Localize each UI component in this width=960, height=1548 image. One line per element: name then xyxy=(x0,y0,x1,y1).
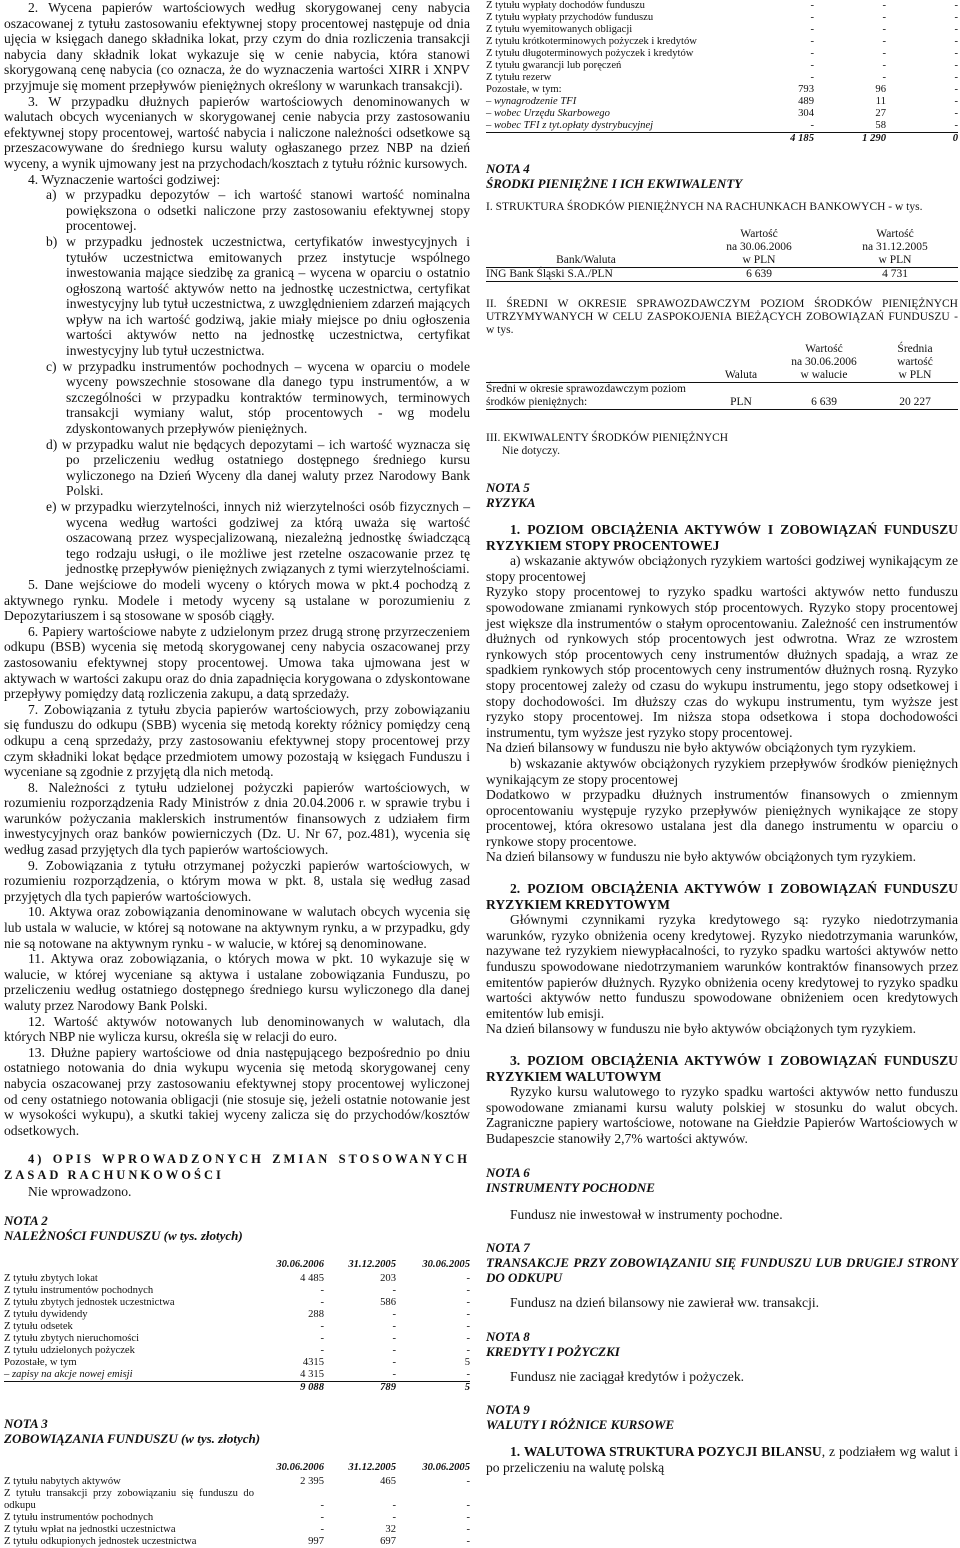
paragraph-4a: a) w przypadku depozytów – ich wartość stanowi wartość nominalna powiększona o odsetki naliczone przy zastosowaniu efektywnej stopy procentowej. xyxy=(46,187,470,234)
risk-3-body: Ryzyko kursu walutowego to ryzyko spadku wartości aktywów netto funduszu spowodowane zmianami kursu waluty polskiej w stosunku do walut obcych. Zagraniczne papiery wartościowe, notowane na Giełdzie Papierów Wartościowych w Budapeszcie stanowiły 2,7% wartości aktywów. xyxy=(486,1084,958,1146)
nota-3-row xyxy=(4,1476,470,1488)
nota-2-row-value: 5 xyxy=(464,1357,470,1369)
paragraph-8: 8. Należności z tytułu udzielonej pożyczki papierów wartościowych, w rozumieniu rozporządzenia Rady Ministrów z dnia 20.04.2006 r. w sprawie trybu i warunków pożyczania maklerskich instrumentów finansowych z udziałem firm inwestycyjnych oraz banków powierniczych (Dz. U. Nr 67, poz.481), wycenia się według zasad przyjętych dla tych papierów wartościowych. xyxy=(4,779,470,858)
nota-3-cont-row-value: 489 xyxy=(798,96,814,107)
nota-3-cont-row-value: - xyxy=(810,36,814,47)
nota-2-row-value: - xyxy=(320,1345,324,1357)
paragraph-13: 13. Dłużne papiery wartościowe od dnia następującego bezpośrednio po dniu ostatniego notowania do dnia wykupu wycenia się metodą skorygowanej ceny nabycia oszacowanej przy zastosowaniu efektywnej stopy procentowej wyliczonej od ceny ostatniego notowania obligacji (nie stosuje się, jeżeli ostatnie notowanie jest w wysokości wykupu), a skutki takiej wyceny zalicza się do przychodów/kosztów odsetkowych. xyxy=(4,1044,470,1138)
nota-3-cont-row-label: – wynagrodzenie TFI xyxy=(486,96,577,107)
nota-3-cont-row xyxy=(486,12,958,24)
nota-3-cont-row-value: - xyxy=(954,72,958,83)
nota-3-row-value: 2 395 xyxy=(300,1476,324,1488)
nota-9-subsection-title: 1. WALUTOWA STRUKTURA POZYCJI BILANSU xyxy=(510,1444,822,1460)
nota-2-row-label: Z tytułu zbytych jednostek uczestnictwa xyxy=(4,1297,175,1309)
paragraph-4: 4. Wyznaczenie wartości godziwej: xyxy=(28,171,221,187)
nota-3-col-2: 31.12.2005 xyxy=(348,1462,396,1474)
nota-3-cont-row xyxy=(486,24,958,36)
nota-2-total-2: 789 xyxy=(324,1382,396,1395)
paragraph-3: 3. W przypadku dłużnych papierów wartościowych denominowanych w walutach obcych wycenianych w skorygowanej cenie nabycia przy zastosowaniu efektywnej stopy procentowej, wartość nabycia i naliczone należności odsetkowe są przeszacowywane do średniego kursu waluty ogłaszanego przez NBP na dzień wyceny, a wynik ujmowany jest na przychodach/kosztach z tytułu różnic kursowych. xyxy=(4,93,470,171)
nota-3-row xyxy=(4,1524,470,1536)
nota-3-col-1: 30.06.2006 xyxy=(276,1462,324,1474)
risk-1-b-body: Dodatkowo w przypadku dłużnych instrumentów finansowych o zmiennym oprocentowaniu występuje ryzyko przepływów pieniężnych wynikające ze stopy procentowej, która okresowo ustalana jest dla danego instrumentu w oparciu o rynkowe stopy procentowe. xyxy=(486,787,958,849)
nota-2-row-value: - xyxy=(392,1369,396,1381)
risk-1-a: a) wskazanie aktywów obciążonych ryzykiem wartości godziwej wynikającym ze stopy procentowej xyxy=(486,553,958,584)
paragraph-9: 9. Zobowiązania z tytułu otrzymanej pożyczki papierów wartościowych, w rozumieniu rozporządzenia, o którym mowa w pkt. 8, ustala się według zasad przyjętych dla tych papierów wartościowych. xyxy=(4,857,470,904)
nota-3-cont-row-value: 11 xyxy=(875,96,886,107)
nota-3-cont-row-label: Pozostałe, w tym: xyxy=(486,84,562,95)
nota-3-cont-row xyxy=(486,84,958,96)
n4i-h1b: na 30.06.2006 xyxy=(726,241,792,253)
nota-3-row-value: 997 xyxy=(308,1536,324,1548)
risk-1-title: 1. POZIOM OBCIĄŻENIA AKTYWÓW I ZOBOWIĄZAŃ FUNDUSZU RYZYKIEM STOPY PROCENTOWEJ xyxy=(486,522,958,553)
nota-3-cont-row xyxy=(486,0,958,12)
nota-2-row-label: Z tytułu zbytych nieruchomości xyxy=(4,1333,140,1345)
nota-3-label: NOTA 3 xyxy=(4,1416,48,1432)
risk-3-title: 3. POZIOM OBCIĄŻENIA AKTYWÓW I ZOBOWIĄZAŃ FUNDUSZU RYZYKIEM WALUTOWYM xyxy=(486,1053,958,1084)
nota-9-title: WALUTY I RÓŻNICE KURSOWE xyxy=(486,1417,675,1433)
nota-3-cont-row-value: - xyxy=(954,0,958,11)
nota-3-cont-row xyxy=(486,60,958,72)
paragraph-11: 11. Aktywa oraz zobowiązania, o których mowa w pkt. 10 wykazuje się w walucie, w której wyceniane są aktywa i ustalane zobowiązania Funduszu, po przeliczeniu według ostatniego dostępnego średniego kursu wyliczonego dla danej waluty przez Narodowy Bank Polski. xyxy=(4,951,470,1013)
nota-3-cont-row-value: - xyxy=(810,60,814,71)
nota-2-total-3: 5 xyxy=(396,1382,470,1395)
nota-3-row-value: 32 xyxy=(385,1524,396,1536)
nota-9-subsection-rest: , z podziałem wg walut i po przeliczeniu na walutę polską xyxy=(486,1444,958,1475)
nota-3-row-label: Z tytułu wpłat na jednostki uczestnictwa xyxy=(4,1524,176,1536)
nota-3-cont-row-value: - xyxy=(882,48,886,59)
nota-3-total-3: 0 xyxy=(886,133,958,146)
n4i-bank-header: Bank/Waluta xyxy=(486,254,686,268)
section-4-body: Nie wprowadzono. xyxy=(28,1183,132,1199)
nota-3-row-value: - xyxy=(320,1500,324,1512)
nota-2-row-label: Z tytułu zbytych lokat xyxy=(4,1273,98,1285)
nota-3-cont-row-value: - xyxy=(954,36,958,47)
nota-2-col-2: 31.12.2005 xyxy=(348,1259,396,1271)
paragraph-2: 2. Wycena papierów wartościowych według skorygowanej ceny nabycia oszacowanej z tytułu zastosowaniu efektywnej stopy procentowej następuje od dnia ujęcia w księgach danego składnika lokat, przy czym do dnia rozliczenia transakcji nabycia dany składnik lokat wykazuje się w cenie nabycia, która stanowi skorygowaną cenę nabycia (co oznacza, że do wyznaczenia wartości XIRR i XNPV przyjmuje się moment przepływów pieniężnych określony w warunkach transakcji). xyxy=(4,0,470,93)
nota-3-row xyxy=(4,1488,470,1512)
nota-2-row xyxy=(4,1297,470,1309)
nota-4-section-ii-table xyxy=(486,343,958,410)
nota-2-row xyxy=(4,1309,470,1321)
nota-3-cont-row-value: - xyxy=(810,24,814,35)
nota-2-row-value: - xyxy=(466,1273,470,1285)
nota-2-row-value: - xyxy=(320,1321,324,1333)
nota-3-cont-row xyxy=(486,96,958,108)
nota-3-cont-row xyxy=(486,108,958,120)
nota-2-row-label: Pozostałe, w tym xyxy=(4,1357,77,1369)
nota-3-cont-row-value: - xyxy=(882,0,886,11)
n4ii-h1b: na 30.06.2006 xyxy=(791,356,857,368)
nota-9-subsection xyxy=(486,1444,958,1475)
n4i-v2: 4 731 xyxy=(832,268,958,282)
nota-3-continued-table xyxy=(486,0,958,145)
nota-2-row xyxy=(4,1285,470,1297)
nota-7-label: NOTA 7 xyxy=(486,1240,530,1256)
nota-3-row-value: - xyxy=(466,1512,470,1524)
paragraph-10: 10. Aktywa oraz zobowiązania denominowane w walutach obcych wycenia się lub ustala w walucie, w której są notowane na aktywnym rynku, a w przypadku, gdy nie są notowane na aktywnym rynku - w walucie, w której są denominowane. xyxy=(4,904,470,951)
nota-3-row xyxy=(4,1512,470,1524)
nota-3-cont-row-value: - xyxy=(954,12,958,23)
nota-2-row-value: 4 315 xyxy=(300,1369,324,1381)
nota-2-row-value: - xyxy=(392,1333,396,1345)
nota-3-row xyxy=(4,1536,470,1548)
nota-3-cont-row-value: - xyxy=(810,120,814,131)
nota-2-row-value: - xyxy=(466,1321,470,1333)
nota-3-cont-row xyxy=(486,48,958,60)
nota-3-cont-row-label: Z tytułu wypłaty dochodów funduszu xyxy=(486,0,645,11)
nota-3-total-row xyxy=(486,133,958,146)
nota-9-label: NOTA 9 xyxy=(486,1402,530,1418)
nota-3-row-value: - xyxy=(466,1500,470,1512)
nota-3-cont-row-value: - xyxy=(810,48,814,59)
risk-2-body: Głównymi czynnikami ryzyka kredytowego są: ryzyko niedotrzymania warunków, ryzyko obniżenia oceny kredytowej. Ryzyko niedotrzymania warunków, nazywane też ryzykiem niewypłacalności, to ryzyko spadku wartości aktywów netto funduszu spowodowane niedotrzymaniem warunków kontraktów finansowych przez emitentów papierów dłużnych. Ryzyko obniżenia oceny kredytowej to ryzyko spadku wartości aktywów netto funduszu spowodowane obniżeniem ocen kredytowych emitentów lub emisji. xyxy=(486,912,958,1021)
nota-4-section-i-table xyxy=(486,228,958,282)
paragraph-4d: d) w przypadku walut nie będących depozytami – ich wartość wyznacza się po przeliczeniu według ostatniego dostępnego średniego kursu wyliczonego na Dzień Wyceny dla danej waluty przez Narodowy Bank Polski. xyxy=(46,436,470,499)
nota-2-row-value: - xyxy=(320,1297,324,1309)
n4ii-currency-header: Waluta xyxy=(706,369,776,383)
nota-2-row-value: - xyxy=(466,1285,470,1297)
nota-3-cont-row-value: - xyxy=(810,72,814,83)
nota-3-cont-row-value: - xyxy=(882,36,886,47)
nota-3-cont-row-label: Z tytułu rezerw xyxy=(486,72,552,83)
nota-3-title: ZOBOWIĄZANIA FUNDUSZU (w tys. złotych) xyxy=(4,1431,261,1447)
nota-4-label: NOTA 4 xyxy=(486,161,530,176)
paragraph-6: 6. Papiery wartościowe nabyte z udzielonym przez drugą stronę przyrzeczeniem odkupu (BSB) wycenia się metodą skorygowanej ceny nabycia oszacowanej przy zastosowaniu efektywnej stopy procentowej. Umowa taka ujmowana jest w aktywach w wartości zakupu oraz do dnia zapadnięcia korygowana o zdyskontowane przepływy pomiędzy datą rozliczenia zakupu, a datą sprzedaży. xyxy=(4,623,470,702)
nota-2-row-value: - xyxy=(392,1309,396,1321)
nota-2-row-label: Z tytułu dywidendy xyxy=(4,1309,88,1321)
nota-2-table xyxy=(4,1259,470,1394)
nota-4-section-i-title: I. STRUKTURA ŚRODKÓW PIENIĘŻNYCH NA RACHUNKACH BANKOWYCH - w tys. xyxy=(486,201,923,213)
nota-4-section-ii-title: II. ŚREDNI W OKRESIE SPRAWOZDAWCZYM POZIOM ŚRODKÓW PIENIĘŻNYCH UTRZYMYWANYCH W CELU ZASPOKOJENIA BIEŻĄCYCH ZOBOWIĄZAŃ FUNDUSZU - w tys. xyxy=(486,298,958,336)
nota-2-row xyxy=(4,1333,470,1345)
paragraph-4c: c) w przypadku instrumentów pochodnych – wycena w oparciu o modele wyceny powszechnie stosowane dla danego typu instrumentów, a w szczególności w przypadku kontraktów terminowych, terminowych transakcji wymiany walut, stóp procentowych - wg modelu zdyskontowanych przepływów pieniężnych. xyxy=(46,358,470,437)
nota-2-row-value: - xyxy=(392,1345,396,1357)
nota-2-row xyxy=(4,1345,470,1357)
nota-7-body: Fundusz na dzień bilansowy nie zawierał ww. transakcji. xyxy=(510,1295,820,1311)
nota-8-label: NOTA 8 xyxy=(486,1328,530,1344)
n4ii-h2b: wartość xyxy=(897,356,933,368)
nota-2-row-value: - xyxy=(320,1333,324,1345)
nota-3-cont-row-value: - xyxy=(954,48,958,59)
n4ii-h2c: w PLN xyxy=(872,369,958,383)
nota-2-title: NALEŻNOŚCI FUNDUSZU (w tys. złotych) xyxy=(4,1228,243,1244)
nota-2-col-3: 30.06.2005 xyxy=(422,1259,470,1271)
nota-3-cont-row-value: - xyxy=(954,84,958,95)
nota-2-row-value: - xyxy=(466,1369,470,1381)
n4ii-h2: Średnia xyxy=(897,343,933,355)
nota-3-cont-row-value: - xyxy=(810,0,814,11)
nota-3-cont-row-value: - xyxy=(882,12,886,23)
nota-3-cont-row-value: - xyxy=(954,24,958,35)
risk-1-a-end: Na dzień bilansowy w funduszu nie było aktywów obciążonych tym ryzykiem. xyxy=(486,740,916,756)
n4i-h2c: w PLN xyxy=(832,254,958,268)
nota-4-title: ŚRODKI PIENIĘŻNE I ICH EKWIWALENTY xyxy=(486,176,743,191)
nota-3-row-label: Z tytułu transakcji przy zobowiązaniu się funduszu do odkupu xyxy=(4,1488,254,1512)
nota-3-cont-row xyxy=(486,72,958,84)
nota-3-cont-row-value: - xyxy=(882,60,886,71)
nota-2-row-value: - xyxy=(320,1285,324,1297)
n4ii-label-1: Średni w okresie sprawozdawczym poziom xyxy=(486,383,686,395)
nota-2-header-row xyxy=(4,1259,470,1273)
nota-2-row-value: - xyxy=(466,1297,470,1309)
nota-3-cont-row-value: - xyxy=(882,24,886,35)
nota-2-row-label: Z tytułu odsetek xyxy=(4,1321,73,1333)
nota-8-body: Fundusz nie zaciągał kredytów i pożyczek. xyxy=(510,1368,745,1384)
n4i-h2: Wartość xyxy=(876,228,914,240)
nota-5-label: NOTA 5 xyxy=(486,480,530,495)
section-4-title: 4) OPIS WPROWADZONYCH ZMIAN STOSOWANYCH ZASAD RACHUNKOWOŚCI xyxy=(4,1152,470,1182)
n4ii-label-2: środków pieniężnych: xyxy=(486,396,706,410)
nota-3-cont-row xyxy=(486,36,958,48)
risk-2-end: Na dzień bilansowy w funduszu nie było aktywów obciążonych tym ryzykiem. xyxy=(486,1021,916,1037)
risk-2-title: 2. POZIOM OBCIĄŻENIA AKTYWÓW I ZOBOWIĄZAŃ FUNDUSZU RYZYKIEM KREDYTOWYM xyxy=(486,881,958,912)
nota-3-row-value: - xyxy=(466,1524,470,1536)
nota-3-total-1: 4 185 xyxy=(746,133,814,146)
nota-3-row-value: - xyxy=(320,1524,324,1536)
nota-3-cont-row-value: - xyxy=(810,12,814,23)
nota-3-cont-row-label: Z tytułu wypłaty przychodów funduszu xyxy=(486,12,654,23)
nota-2-row-value: - xyxy=(392,1357,396,1369)
nota-6-title: INSTRUMENTY POCHODNE xyxy=(486,1179,655,1195)
nota-3-cont-row-value: 304 xyxy=(798,108,814,119)
nota-2-row-value: 4315 xyxy=(302,1357,324,1369)
paragraph-7: 7. Zobowiązania z tytułu zbycia papierów wartościowych, przy zobowiązaniu się funduszu do odkupu (SBB) wycenia się metodą korekty różnicy pomiędzy ceną odkupu a ceną sprzedaży, przy zastosowaniu efektywnej stopy procentowej przy czym składniki lokat będące przedmiotem umowy pozostają w księgach Funduszu i wyceniane są zgodnie z przyjętą dla nich metodą. xyxy=(4,701,470,780)
nota-3-row-value: 465 xyxy=(380,1476,396,1488)
nota-3-row-value: - xyxy=(392,1512,396,1524)
n4i-bank: ING Bank Śląski S.A./PLN xyxy=(486,268,686,282)
n4ii-currency: PLN xyxy=(706,396,776,410)
nota-3-total-2: 1 290 xyxy=(814,133,886,146)
nota-2-row-value: - xyxy=(466,1345,470,1357)
nota-3-row-label: Z tytułu nabytych aktywów xyxy=(4,1476,121,1488)
nota-3-header-row xyxy=(4,1462,470,1476)
nota-2-row-label: Z tytułu instrumentów pochodnych xyxy=(4,1285,154,1297)
nota-3-row-label: Z tytułu odkupionych jednostek uczestnictwa xyxy=(4,1536,197,1548)
nota-3-cont-row-label: – wobec TFI z tyt.opłaty dystrybucyjnej xyxy=(486,120,654,131)
nota-2-row-value: - xyxy=(392,1285,396,1297)
n4i-h2b: na 31.12.2005 xyxy=(862,241,928,253)
nota-2-row-label: Z tytułu udzielonych pożyczek xyxy=(4,1345,135,1357)
n4ii-v2: 20 227 xyxy=(872,396,958,410)
nota-2-row-label: – zapisy na akcje nowej emisji xyxy=(4,1369,133,1381)
paragraph-12: 12. Wartość aktywów notowanych lub denominowanych w walutach, dla których NBP nie wylicza kursu, określa się w relacji do euro. xyxy=(4,1013,470,1045)
left-column xyxy=(4,0,470,1548)
nota-3-row-value: - xyxy=(466,1536,470,1548)
nota-3-cont-row-value: 96 xyxy=(875,84,886,95)
nota-8-title: KREDYTY I POŻYCZKI xyxy=(486,1343,620,1359)
n4i-v1: 6 639 xyxy=(686,268,832,282)
risk-1-b: b) wskazanie aktywów obciążonych ryzykiem przepływów środków pieniężnych wynikającym ze stopy procentowej xyxy=(486,755,958,787)
n4i-h1c: w PLN xyxy=(686,254,832,268)
paragraph-4e: e) w przypadku wierzytelności, innych niż wierzytelności osób fizycznych – wycena według wartości godziwej za którą uważa się wartość oszacowaną przez wyspecjalizowaną, niezależną jednostkę świadczącą tego rodzaju usługi, o ile możliwe jest rzetelne oszacowanie przez tę jednostkę przepływów pieniężnych związanych z tymi wierzytelnościami. xyxy=(46,499,470,577)
n4ii-v1: 6 639 xyxy=(776,396,872,410)
nota-3-cont-row-value: - xyxy=(954,120,958,131)
nota-3-row-value: - xyxy=(392,1500,396,1512)
nota-3-row-label: Z tytułu instrumentów pochodnych xyxy=(4,1512,154,1524)
nota-2-row-value: - xyxy=(466,1309,470,1321)
n4ii-h1: Wartość xyxy=(805,343,843,355)
nota-3-cont-row-value: - xyxy=(954,96,958,107)
nota-3-col-3: 30.06.2005 xyxy=(422,1462,470,1474)
paragraph-4b: b) w przypadku jednostek uczestnictwa, certyfikatów inwestycyjnych i tytułów uczestnictwa emitowanych przez instytucje wspólnego inwestowania mające siedzibę za granicą – wycena w oparciu o ostatnio ogłoszoną wartość aktywów netto na jednostkę uczestnictwa, certyfikat inwestycyjny lub tytuł uczestnictwa, z uwzględnieniem zdarzeń mających wpływ na ich wartość godziwą, jakie miały miejsce po dniu ogłoszenia wartości aktywów netto na jednostkę uczestnictwa, certyfikat inwestycyjny lub tytuł uczestnictwa. xyxy=(46,233,470,359)
nota-5-title: RYZYKA xyxy=(486,495,536,510)
nota-3-cont-row-value: - xyxy=(882,72,886,83)
nota-3-cont-row-label: Z tytułu gwarancji lub poręczeń xyxy=(486,60,622,71)
nota-3-cont-row-value: 793 xyxy=(798,84,814,95)
nota-2-total-1: 9 088 xyxy=(254,1382,324,1395)
nota-3-cont-row-value: - xyxy=(954,60,958,71)
nota-2-row-value: 4 485 xyxy=(300,1273,324,1285)
nota-6-label: NOTA 6 xyxy=(486,1164,530,1180)
nota-3-cont-row xyxy=(486,120,958,133)
nota-3-cont-row-label: Z tytułu wyemitowanych obligacji xyxy=(486,24,633,35)
nota-3-table xyxy=(4,1462,470,1548)
nota-2-row-value: 288 xyxy=(308,1309,324,1321)
nota-2-row-value: - xyxy=(392,1321,396,1333)
nota-3-cont-row-value: - xyxy=(954,108,958,119)
nota-3-cont-row-label: Z tytułu krótkoterminowych pożyczek i kredytów xyxy=(486,36,697,47)
nota-7-title: TRANSAKCJE PRZY ZOBOWIĄZANIU SIĘ FUNDUSZU LUB DRUGIEJ STRONY DO ODKUPU xyxy=(486,1255,958,1286)
nota-3-cont-row-value: 27 xyxy=(875,108,886,119)
nota-6-body: Fundusz nie inwestował w instrumenty pochodne. xyxy=(510,1206,783,1222)
nota-2-row xyxy=(4,1369,470,1382)
nota-3-row-value: - xyxy=(320,1512,324,1524)
right-column xyxy=(486,0,958,1476)
nota-2-row xyxy=(4,1273,470,1285)
nota-3-row-value: - xyxy=(466,1476,470,1488)
risk-1-a-body: Ryzyko stopy procentowej to ryzyko spadku wartości aktywów netto funduszu spowodowane zmianami rynkowych stóp procentowych. Ryzyko stopy procentowej jest większe dla instrumentów o stałym oprocentowaniu. Zależność cen instrumentów dłużnych od rynkowych stóp procentowych jest odwrotna. Wraz ze wzrostem rynkowych stóp procentowych ceny instrumentów dłużnych spadają, a wraz ze spadkiem rynkowych stóp procentowych ceny instrumentów dłużnych rosną. Ryzyko stopy procentowej zależy od czasu do wykupu instrumentu, jego stopy odsetkowej i stopy dochodowości. Im dłuższy czas do wykupu instrumentu, tym wyższe jest ryzyko stopy procentowej. Im niższa stopa odsetkowa i stopa dochodowości instrumentu, tym wyższe jest ryzyko stopy procentowej. xyxy=(486,584,958,740)
nota-2-row-value: 203 xyxy=(380,1273,396,1285)
nota-2-label: NOTA 2 xyxy=(4,1213,48,1229)
risk-1-b-end: Na dzień bilansowy w funduszu nie było aktywów obciążonych tym ryzykiem. xyxy=(486,849,916,865)
nota-2-row xyxy=(4,1321,470,1333)
nota-2-row-value: 586 xyxy=(380,1297,396,1309)
nota-2-row xyxy=(4,1357,470,1369)
nota-3-cont-row-value: 58 xyxy=(875,120,886,131)
nota-3-row-value: 697 xyxy=(380,1536,396,1548)
nota-4-section-iii-body: Nie dotyczy. xyxy=(502,445,561,457)
nota-2-row-value: - xyxy=(466,1333,470,1345)
nota-3-cont-row-label: – wobec Urzędu Skarbowego xyxy=(486,108,610,119)
paragraph-5: 5. Dane wejściowe do modeli wyceny o których mowa w pkt.4 pochodzą z aktywnego rynku. Modele i metody wyceny są ustalane w porozumieniu z Depozytariuszem i są stosowane w sposób ciągły. xyxy=(4,576,470,624)
nota-3-cont-row-label: Z tytułu długoterminowych pożyczek i kredytów xyxy=(486,48,694,59)
nota-2-col-1: 30.06.2006 xyxy=(276,1259,324,1271)
n4i-h1: Wartość xyxy=(740,228,778,240)
n4ii-h1c: w walucie xyxy=(776,369,872,383)
nota-4-section-iii-title: III. EKWIWALENTY ŚRODKÓW PIENIĘŻNYCH xyxy=(486,432,729,444)
